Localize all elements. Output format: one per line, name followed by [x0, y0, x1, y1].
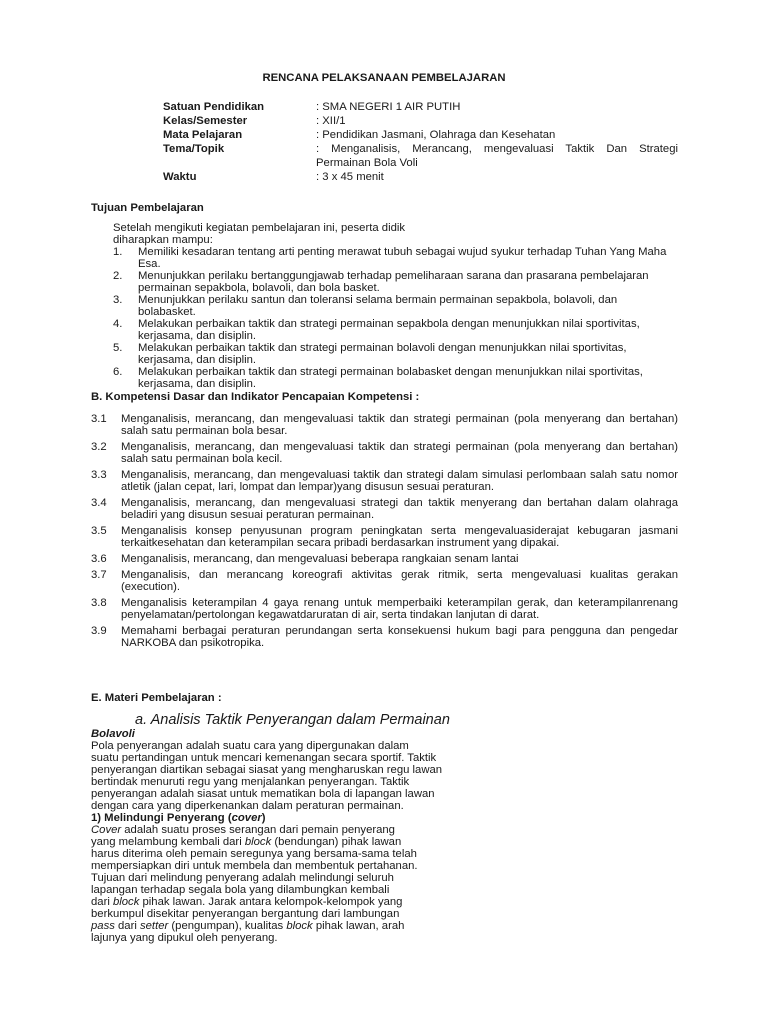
list-item — [91, 469, 678, 493]
list-text: Menunjukkan perilaku santun dan toleransi selama bermain permainan sepakbola, bolavoli, dan bolabasket. — [138, 294, 618, 318]
list-item — [113, 366, 678, 390]
list-text: Melakukan perbaikan taktik dan strategi permainan bolavoli dengan menunjukkan nilai sportivitas, kerjasama, dan disiplin. — [138, 342, 627, 366]
list-text: Menganalisis, merancang, dan mengevaluasi taktik dan strategi dalam simulasi perlombaan salah satu nomor atletik (jalan cepat, lari, lompat dan lempar)yang disusun sesuai peraturan. — [121, 469, 678, 493]
identity-row — [163, 100, 678, 114]
term: setter — [140, 920, 169, 932]
paragraph-line: penyerangan diartikan sebagai siasat yang mengharuskan regu lawan — [91, 764, 443, 776]
identity-value: : 3 x 45 menit — [316, 171, 384, 183]
list-item — [91, 569, 678, 593]
text: pihak lawan, arah — [312, 920, 405, 932]
list-text: Menganalisis, merancang, dan mengevaluasi strategi dan taktik menyerang dan bertahan dalam olahraga beladiri yang disusun sesuai peraturan permainan. — [121, 497, 678, 521]
identity-label: Waktu — [163, 171, 197, 183]
term: Cover — [91, 824, 122, 836]
paragraph-line: Pola penyerangan adalah suatu cara yang dipergunakan dalam — [91, 740, 409, 752]
identity-value: : XII/1 — [316, 115, 346, 127]
identity-row — [163, 114, 678, 128]
text: yang melambung kembali dari — [91, 836, 245, 848]
list-item — [91, 625, 678, 649]
text: dari — [91, 896, 113, 908]
paragraph-line: lapangan terhadap segala bola yang dilambungkan kembali — [91, 884, 390, 896]
materi-heading: E. Materi Pembelajaran : — [91, 692, 222, 704]
paragraph-line — [91, 824, 451, 836]
list-number: 3.6 — [91, 553, 107, 565]
text: (pengumpan), kualitas — [168, 920, 287, 932]
kd-heading: B. Kompetensi Dasar dan Indikator Pencapaian Kompetensi : — [91, 391, 420, 403]
subsection-text: 1) Melindungi Penyerang ( — [91, 812, 232, 824]
list-number: 3.9 — [91, 625, 107, 637]
term: block — [244, 836, 272, 848]
paragraph-line: berkumpul disekitar penyerangan bergantung dari lambungan — [91, 908, 400, 920]
list-item — [91, 497, 678, 521]
list-number: 3.5 — [91, 525, 107, 537]
paragraph-line — [91, 836, 451, 848]
identity-label: Satuan Pendidikan — [163, 101, 265, 113]
list-number: 3.1 — [91, 413, 107, 425]
list-item — [91, 413, 678, 437]
identity-label: Tema/Topik — [163, 143, 225, 155]
list-text: Memahami berbagai peraturan perundangan serta konsekuensi hukum bagi para pengguna dan pengedar NARKOBA dan psikotropika. — [121, 625, 678, 649]
list-number: 4. — [113, 318, 123, 330]
list-text: Memiliki kesadaran tentang arti penting merawat tubuh sebagai wujud syukur terhadap Tuhan Yang Maha Esa. — [138, 246, 667, 270]
paragraph-line: mempersiapkan diri untuk membela dan membentuk pertahanan. — [91, 860, 418, 872]
list-text: Menunjukkan perilaku bertanggungjawab terhadap pemeliharaan sarana dan prasarana pembelajaran permainan sepakbola, bolavoli, dan bola basket. — [138, 270, 649, 294]
tujuan-heading: Tujuan Pembelajaran — [91, 202, 204, 214]
tujuan-list — [113, 246, 678, 390]
list-text: Menganalisis konsep penyusunan program peningkatan serta mengevaluasiderajat kebugaran jasmani terkaitkesehatan dan keterampilan secara pribadi berdasarkan instrument yang dipakai. — [121, 525, 678, 549]
paragraph-line: dengan cara yang diperkenankan dalam peraturan permainan. — [91, 800, 404, 812]
list-item — [91, 553, 678, 565]
list-number: 3.4 — [91, 497, 107, 509]
list-text: Menganalisis keterampilan 4 gaya renang untuk memperbaiki keterampilan gerak, dan keterampilanrenang penyelamatan/pertolongan kegawatdaruratan di air, serta tindakan lanjutan di darat. — [121, 597, 678, 621]
identity-row — [163, 128, 678, 142]
identity-label: Mata Pelajaran — [163, 129, 243, 141]
list-item — [113, 246, 678, 270]
list-number: 6. — [113, 366, 123, 378]
list-number: 5. — [113, 342, 123, 354]
tujuan-intro-line: diharapkan mampu: — [113, 234, 213, 246]
paragraph-line: bertindak menuruti regu yang menjalankan penyerangan. Taktik — [91, 776, 410, 788]
list-number: 3.3 — [91, 469, 107, 481]
identity-value: : Menganalisis, Merancang, mengevaluasi Taktik Dan Strategi Permainan Bola Voli — [316, 143, 678, 169]
list-text: Melakukan perbaikan taktik dan strategi permainan sepakbola dengan menunjukkan nilai sportivitas, kerjasama, dan disiplin. — [138, 318, 640, 342]
subsection-heading — [91, 812, 451, 824]
list-item — [91, 441, 678, 465]
list-item — [113, 342, 678, 366]
paragraph-line: suatu pertandingan untuk mencari kemenangan secara sportif. Taktik — [91, 752, 437, 764]
list-text: Menganalisis, merancang, dan mengevaluasi beberapa rangkaian senam lantai — [121, 553, 519, 565]
list-number: 3.2 — [91, 441, 107, 453]
text: dari — [114, 920, 140, 932]
materi-subheading: a. Analisis Taktik Penyerangan dalam Permainan — [135, 712, 450, 728]
term: pass — [91, 920, 115, 932]
identity-label: Kelas/Semester — [163, 115, 248, 127]
paragraph-line: harus diterima oleh pemain seregunya yang bersama-sama telah — [91, 848, 417, 860]
identity-table — [163, 100, 678, 184]
list-number: 3. — [113, 294, 123, 306]
paragraph-line — [91, 920, 451, 932]
identity-row — [163, 142, 678, 170]
tujuan-intro — [113, 222, 405, 246]
list-item — [113, 318, 678, 342]
text: pihak lawan. Jarak antara kelompok-kelompok yang — [139, 896, 403, 908]
paragraph-line: Tujuan dari melindung penyerang adalah melindungi seluruh — [91, 872, 394, 884]
term: block — [286, 920, 313, 932]
kd-list — [91, 413, 678, 653]
identity-value: : Pendidikan Jasmani, Olahraga dan Kesehatan — [316, 129, 556, 141]
bolavoli-label: Bolavoli — [91, 728, 135, 740]
identity-value: : SMA NEGERI 1 AIR PUTIH — [316, 101, 461, 113]
list-item — [91, 525, 678, 549]
list-text: Melakukan perbaikan taktik dan strategi permainan bolabasket dengan menunjukkan nilai sportivitas, kerjasama, dan disiplin. — [138, 366, 643, 390]
text: adalah suatu proses serangan dari pemain penyerang — [121, 824, 395, 836]
list-number: 3.8 — [91, 597, 107, 609]
identity-row — [163, 170, 678, 184]
subsection-term: cover — [231, 812, 262, 824]
list-text: Menganalisis, dan merancang koreografi aktivitas gerak ritmik, serta mengevaluasi kualitas gerakan (execution). — [121, 569, 678, 593]
term: block — [112, 896, 140, 908]
paragraph-line: lajunya yang dipukul oleh penyerang. — [91, 932, 278, 944]
materi-body — [91, 728, 451, 944]
list-number: 2. — [113, 270, 123, 282]
document-title: RENCANA PELAKSANAAN PEMBELAJARAN — [262, 72, 506, 84]
subsection-text: ) — [261, 812, 266, 824]
list-item — [91, 597, 678, 621]
list-item — [113, 270, 678, 294]
list-number: 3.7 — [91, 569, 107, 581]
list-text: Menganalisis, merancang, dan mengevaluasi taktik dan strategi permainan (pola menyerang dan bertahan) salah satu permainan bola besar. — [121, 413, 678, 437]
list-number: 1. — [113, 246, 123, 258]
paragraph-line — [91, 896, 451, 908]
text: (bendungan) pihak lawan — [271, 836, 402, 848]
list-text: Menganalisis, merancang, dan mengevaluasi taktik dan strategi permainan (pola menyerang dan bertahan) salah satu permainan bola kecil. — [121, 441, 678, 465]
list-item — [113, 294, 678, 318]
tujuan-intro-line: Setelah mengikuti kegiatan pembelajaran ini, peserta didik — [113, 222, 406, 234]
paragraph-line: penyerangan adalah siasat untuk mematikan bola di lapangan lawan — [91, 788, 435, 800]
